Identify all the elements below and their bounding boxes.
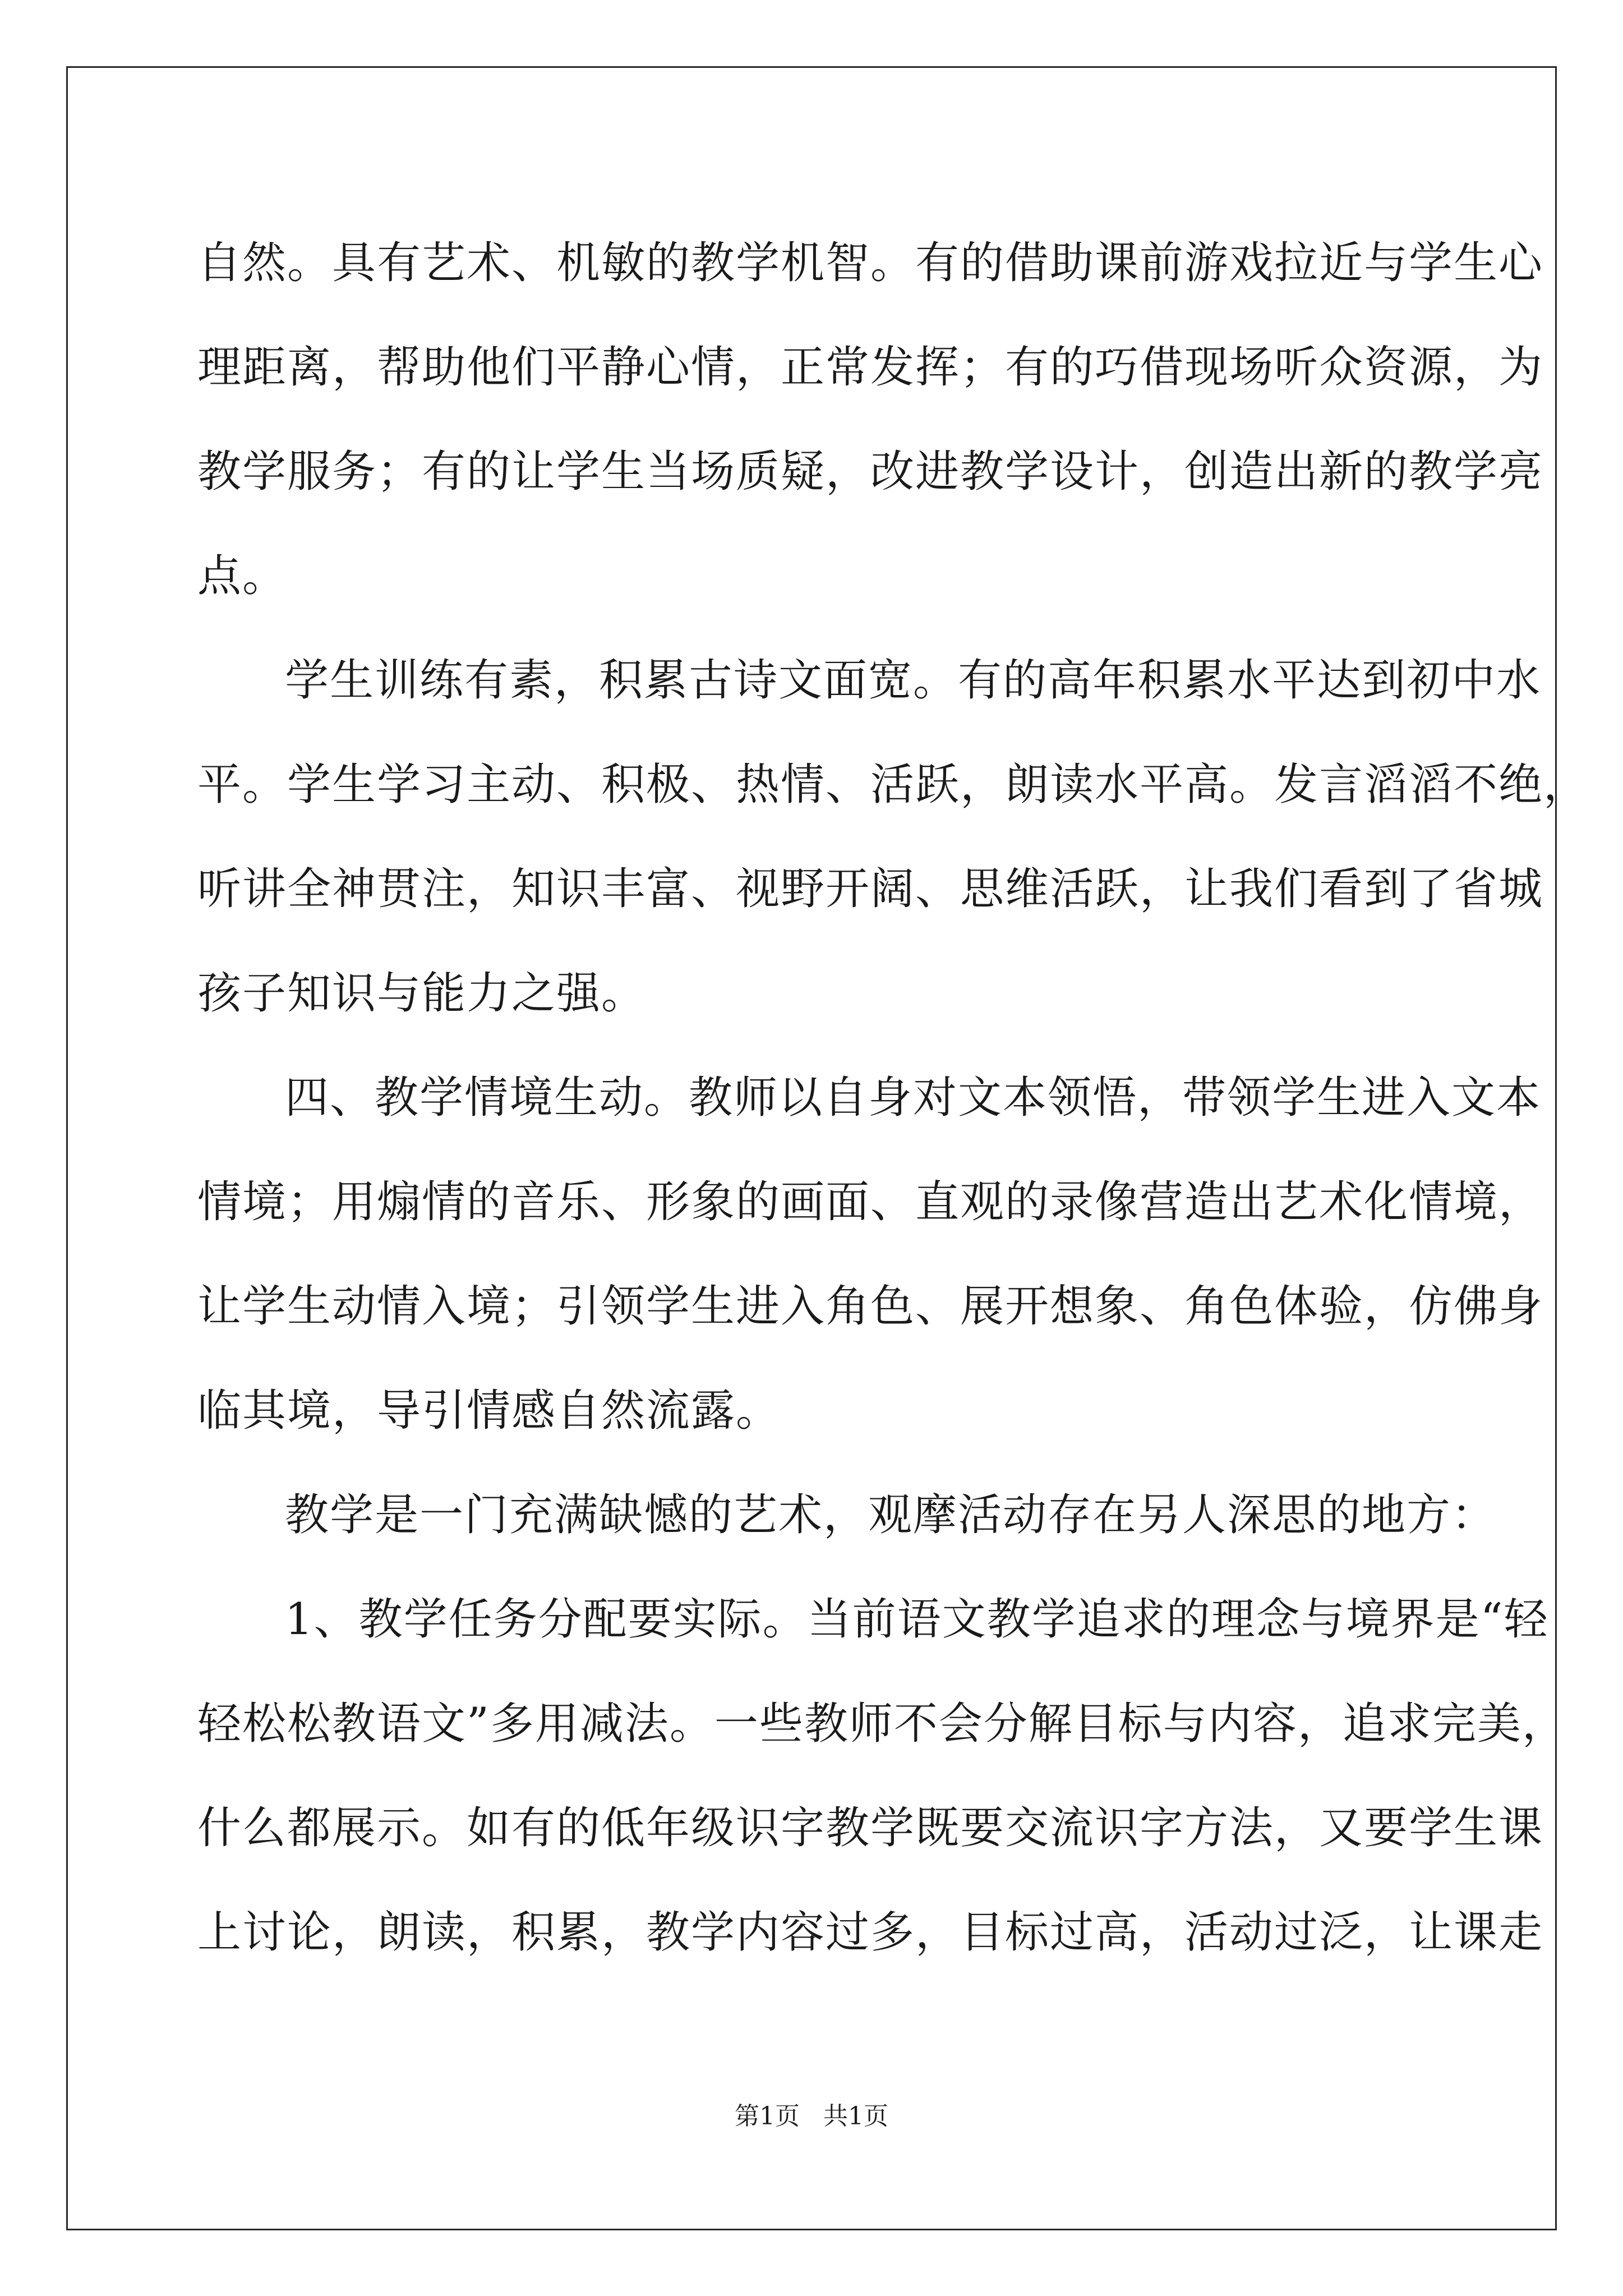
text-line: 教学是一门充满缺憾的艺术，观摩活动存在另人深思的地方： (285, 1490, 1497, 1540)
text-line: 平。学生学习主动、积极、热情、活跃，朗读水平高。发言滔滔不绝， (197, 760, 1589, 810)
page-total: 共1页 (823, 2102, 888, 2131)
text-line: 轻松松教语文”多用减法。一些教师不会分解目标与内容，追求完美， (197, 1699, 1567, 1749)
text-line: 什么都展示。如有的低年级识字教学既要交流识字方法，又要学生课 (197, 1803, 1544, 1853)
text-line: 孩子知识与能力之强。 (197, 968, 647, 1019)
text-line: 自然。具有艺术、机敏的教学机智。有的借助课前游戏拉近与学生心 (197, 238, 1544, 288)
text-line: 教学服务；有的让学生当场质疑，改进教学设计，创造出新的教学亮 (197, 447, 1544, 497)
text-line: 理距离，帮助他们平静心情，正常发挥；有的巧借现场听众资源，为 (197, 342, 1544, 393)
text-line: 点。 (197, 551, 288, 601)
text-line: 1、教学任务分配要实际。当前语文教学追求的理念与境界是“轻 (285, 1594, 1549, 1645)
text-line: 让学生动情入境；引领学生进入角色、展开想象、角色体验，仿佛身 (197, 1281, 1544, 1332)
text-line: 情境；用煽情的音乐、形象的画面、直观的录像营造出艺术化情境， (197, 1177, 1544, 1227)
text-line: 临其境，导引情感自然流露。 (197, 1386, 781, 1436)
page-footer (0, 2096, 1623, 2132)
document-body (197, 211, 1589, 1985)
text-line: 上讨论，朗读，积累，教学内容过多，目标过高，活动过泛，让课走 (197, 1907, 1544, 1958)
text-line: 听讲全神贯注，知识丰富、视野开阔、思维活跃，让我们看到了省城 (197, 864, 1544, 914)
page-number: 第1页 (735, 2102, 800, 2131)
text-line: 四、教学情境生动。教师以自身对文本领悟，带领学生进入文本 (285, 1073, 1542, 1123)
text-line: 学生训练有素，积累古诗文面宽。有的高年积累水平达到初中水 (285, 655, 1542, 706)
